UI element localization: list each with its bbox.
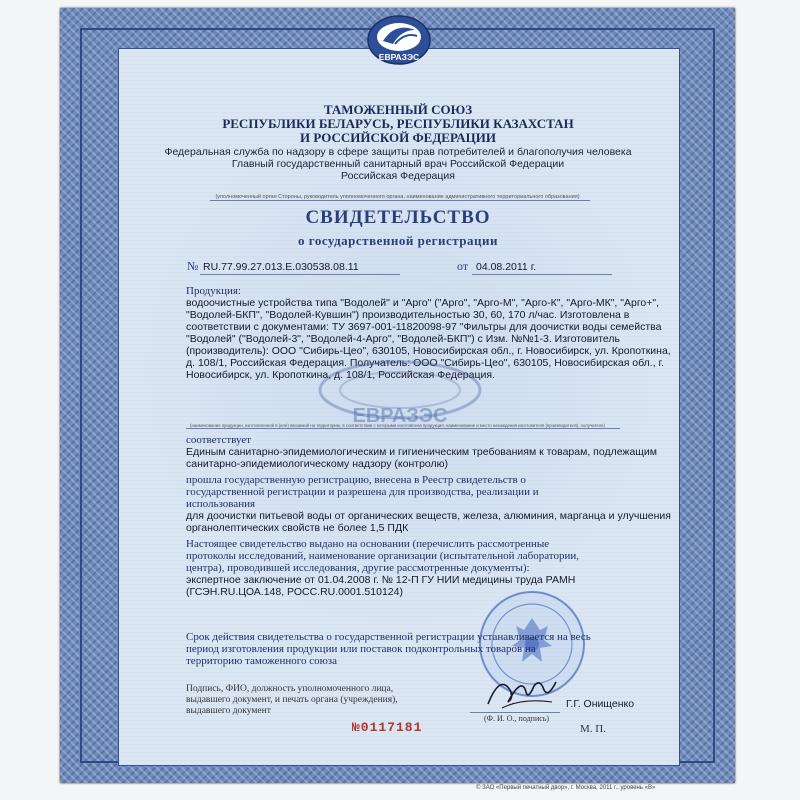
document-subtitle: о государственной регистрации (298, 233, 498, 248)
handwritten-signature (482, 668, 562, 714)
date-prefix: от (457, 259, 469, 273)
signature-caption-3: выдавшего документ (186, 706, 271, 716)
usage-line-1: для доочистки питьевой воды от органических веществ, железа, алюминия, марганца и улучшения (186, 510, 671, 522)
basis-line-1: Настоящее свидетельство выдано на основании (перечислить рассмотренные (186, 538, 550, 550)
basis-value-1: экспертное заключение от 01.04.2008 г. № 12-П ГУ НИИ медицины труда РАМН (186, 574, 576, 586)
validity-line-3: территорию таможенного союза (186, 655, 338, 667)
registration-number: RU.77.99.27.013.E.030538.08.11 (203, 261, 359, 273)
number-prefix: № (187, 259, 199, 273)
agency-line-1: Федеральная служба по надзору в сфере защиты прав потребителей и благополучия человека (164, 146, 632, 158)
printer-footer: © ЗАО «Первый печатный двор», г. Москва, 2011 г., уровень «В» (476, 785, 656, 791)
header-republics: РЕСПУБЛИКИ БЕЛАРУСЬ, РЕСПУБЛИКИ КАЗАХСТАН (222, 116, 574, 131)
basis-line-2: протоколы исследований, наименование организации (испытательной лаборатории, (186, 550, 579, 562)
agency-line-3: Российская Федерация (341, 170, 455, 182)
validity-line-2: период изготовления продукции или поставок подконтрольных товаров на (186, 643, 536, 655)
agency-line-2: Главный государственный санитарный врач Российской Федерации (231, 158, 565, 170)
product-line-6: д. 108/1, Российская Федерация. Получатель: ООО "Сибирь-Цео", 630105, Новосибирская обл., г. (186, 357, 665, 369)
date-underline (472, 274, 612, 275)
product-line-5: (производитель): ООО "Сибирь-Цео", 630105, Новосибирская обл., г. Новосибирск, ул. Кропоткина, (186, 345, 671, 357)
basis-line-3: центра), проводившей исследования, другие рассмотренные документы): (186, 562, 530, 574)
signature-caption-2: выдавшего документ, и печать органа (учреждения), (186, 695, 398, 705)
header-rule (210, 200, 590, 201)
registry-line-2: государственной регистрации и разрешена для производства, реализации и (186, 486, 539, 498)
product-line-4: "Водолей" ("Водолей-3", "Водолей-4-Арго", "Водолей-БКП") с Изм. №№1-3. Изготовитель (186, 333, 620, 345)
product-line-2: "Водолей-БКП", "Водолей-Кувшин") производительностью 30, 60, 170 л/час. Изготовлена в (186, 309, 630, 321)
signature-caption-1: Подпись, ФИО, должность уполномоченного лица, (186, 684, 394, 694)
authority-caption: (уполномоченный орган Стороны, руководитель уполномоченного органа, наименование административного территориального образования) (215, 194, 580, 200)
conformity-line-1: Единым санитарно-эпидемиологическим и гигиеническим требованиям к товарам, подлежащим (186, 446, 658, 458)
usage-line-2: органолептических свойств не более 1,5 ПДК (186, 522, 409, 534)
product-line-1: водоочистные устройства типа "Водолей" и "Арго" ("Арго", "Арго-М", "Арго-К", "Арго-МК", "Арго+", (186, 297, 660, 309)
signatory-name: Г.Г. Онищенко (566, 698, 635, 710)
product-caption: (наименование продукции, изготовленной в (или) ввозимой на территорию, в соответствии с которыми изготовлена продукция, наименование и место нахождения изготовителя (производителя), получателя) (190, 423, 605, 428)
document-title: СВИДЕТЕЛЬСТВО (305, 207, 491, 228)
header-russia: И РОССИЙСКОЙ ФЕДЕРАЦИИ (300, 130, 496, 145)
serial-number: №0117181 (352, 720, 423, 735)
registry-line-3: использования (186, 498, 256, 510)
conformity-line-2: санитарно-эпидемиологическому надзору (контролю) (186, 458, 449, 470)
signatory-caption: (Ф. И. О., подпись) (484, 714, 550, 723)
header-union: ТАМОЖЕННЫЙ СОЮЗ (323, 102, 473, 117)
product-rule (186, 428, 620, 429)
eurasec-emblem-icon (365, 14, 433, 70)
basis-value-2: (ГСЭН.RU.ЦОА.148, РОСС.RU.0001.510124) (186, 586, 403, 598)
seal-placeholder-label: М. П. (580, 723, 606, 735)
watermark-label: ЕВРАЗЭС (352, 405, 448, 427)
validity-line-1: Срок действия свидетельства о государственной регистрации устанавливается на весь (186, 631, 591, 643)
number-underline (200, 274, 400, 275)
product-label: Продукция: (186, 285, 241, 297)
product-line-3: соответствии с документами: ТУ 3697-001-11820098-97 "Фильтры для доочистки воды семейства (186, 321, 662, 333)
registration-date: 04.08.2011 г. (476, 261, 537, 273)
product-line-7: Новосибирск, ул. Кропоткина, д. 108/1, Российская Федерация. (186, 369, 495, 381)
registry-line-1: прошла государственную регистрацию, внесена в Реестр свидетельств о (186, 474, 526, 486)
conformity-label: соответствует (186, 434, 252, 446)
emblem-label: ЕВРАЗЭС (378, 52, 420, 62)
